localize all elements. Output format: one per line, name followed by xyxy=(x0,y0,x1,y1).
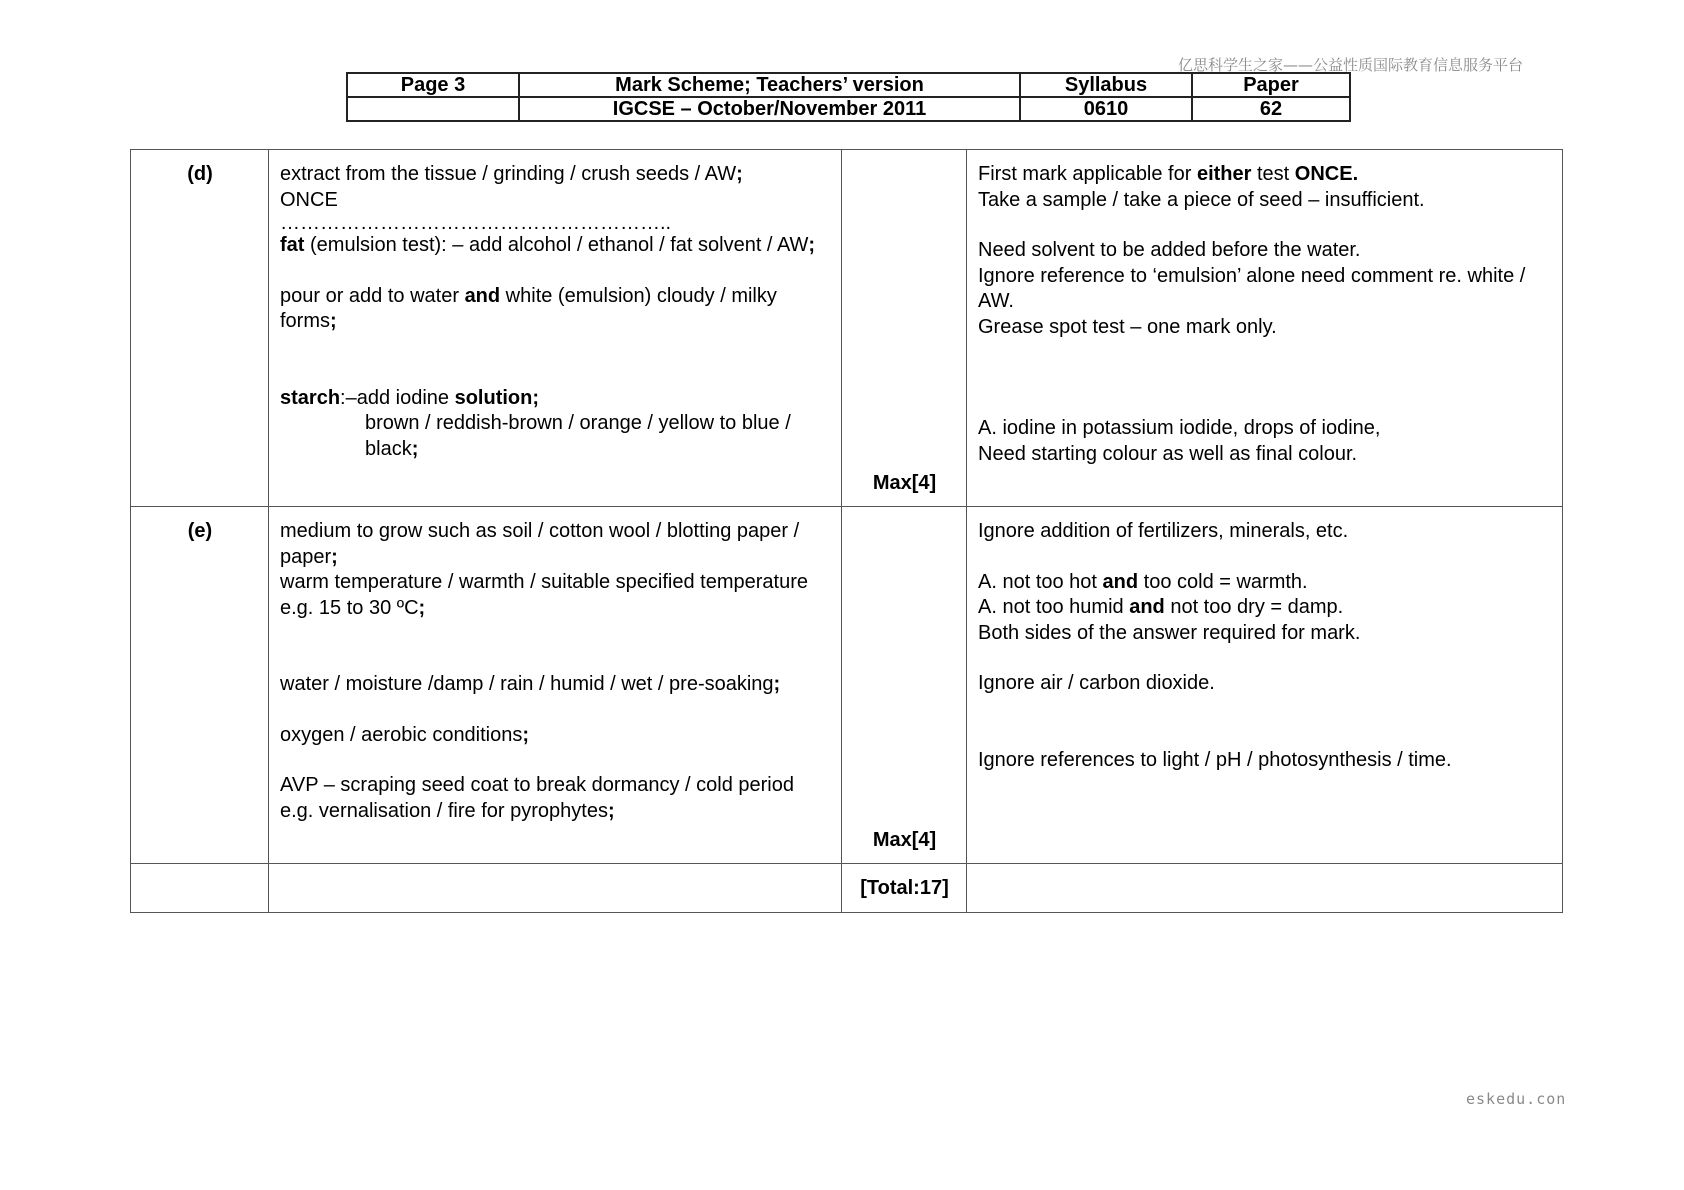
guidance-fertilizers: Ignore addition of fertilizers, minerals, etc. xyxy=(978,520,1349,542)
total-empty-3 xyxy=(967,864,1563,913)
marks-d: Max[4] xyxy=(842,150,967,507)
guidance-grease: Grease spot test – one mark only. xyxy=(978,315,1277,338)
guidance-light: Ignore references to light / pH / photosynthesis / time. xyxy=(978,748,1452,771)
guidance-emulsion: Ignore reference to ‘emulsion’ alone need comment re. white / AW. xyxy=(978,264,1526,312)
part-label-d: (d) xyxy=(131,150,269,507)
answer-starch: starch:–add iodine solution; xyxy=(280,386,540,409)
header-paper-label: Paper xyxy=(1192,73,1350,97)
answer-cell-e xyxy=(269,507,842,864)
answer-avp: AVP – scraping seed coat to break dormancy / cold period e.g. vernalisation / fire for pyrophytes; xyxy=(280,774,794,822)
guidance-cell-e xyxy=(967,507,1563,864)
guidance-humid: A. not too humid and not too dry = damp. xyxy=(978,596,1344,618)
row-d xyxy=(131,150,1563,507)
total-empty-1 xyxy=(131,864,269,913)
header-empty-cell xyxy=(347,97,519,121)
answer-once: ONCE xyxy=(280,188,338,211)
guidance-iodine: A. iodine in potassium iodide, drops of iodine, xyxy=(978,417,1381,439)
answer-warm: warm temperature / warmth / suitable specified temperature e.g. 15 to 30 ºC; xyxy=(280,571,808,619)
mark-scheme-table xyxy=(130,149,1563,913)
row-e xyxy=(131,507,1563,864)
header-title: Mark Scheme; Teachers’ version xyxy=(519,73,1020,97)
header-syllabus: 0610 xyxy=(1020,97,1192,121)
watermark-top: 亿思科学生之家——公益性质国际教育信息服务平台 xyxy=(1178,56,1524,74)
answer-cell-d xyxy=(269,150,842,507)
guidance-cell-d xyxy=(967,150,1563,507)
guidance-both: Both sides of the answer required for mark. xyxy=(978,621,1361,644)
answer-pour: pour or add to water and white (emulsion) cloudy / milky forms; xyxy=(280,284,777,332)
answer-colour: brown / reddish-brown / orange / yellow to blue / black; xyxy=(365,412,791,460)
total-marks: [Total:17] xyxy=(842,864,967,913)
total-empty-2 xyxy=(269,864,842,913)
header-syllabus-label: Syllabus xyxy=(1020,73,1192,97)
answer-dots: ………………………………………………….. xyxy=(280,212,672,234)
guidance-first-mark: First mark applicable for either test ONCE. xyxy=(978,163,1359,185)
header-page: Page 3 xyxy=(347,73,519,97)
part-label-e: (e) xyxy=(131,507,269,864)
answer-fat: fat (emulsion test): – add alcohol / ethanol / fat solvent / AW; xyxy=(280,234,816,256)
answer-medium: medium to grow such as soil / cotton wool / blotting paper / paper; xyxy=(280,520,800,568)
row-total xyxy=(131,864,1563,913)
marks-e: Max[4] xyxy=(842,507,967,864)
guidance-hot: A. not too hot and too cold = warmth. xyxy=(978,570,1308,593)
guidance-colour: Need starting colour as well as final colour. xyxy=(978,442,1358,465)
answer-extract: extract from the tissue / grinding / crush seeds / AW; xyxy=(280,163,743,185)
mark-scheme-header xyxy=(346,72,1351,122)
watermark-bottom: eskedu.con xyxy=(1466,1090,1567,1108)
answer-water: water / moisture /damp / rain / humid / wet / pre-soaking; xyxy=(280,673,781,695)
guidance-air: Ignore air / carbon dioxide. xyxy=(978,672,1215,694)
header-paper: 62 xyxy=(1192,97,1350,121)
guidance-sample: Take a sample / take a piece of seed – insufficient. xyxy=(978,188,1425,211)
answer-oxygen: oxygen / aerobic conditions; xyxy=(280,723,530,746)
guidance-solvent: Need solvent to be added before the water. xyxy=(978,239,1361,261)
header-exam: IGCSE – October/November 2011 xyxy=(519,97,1020,121)
